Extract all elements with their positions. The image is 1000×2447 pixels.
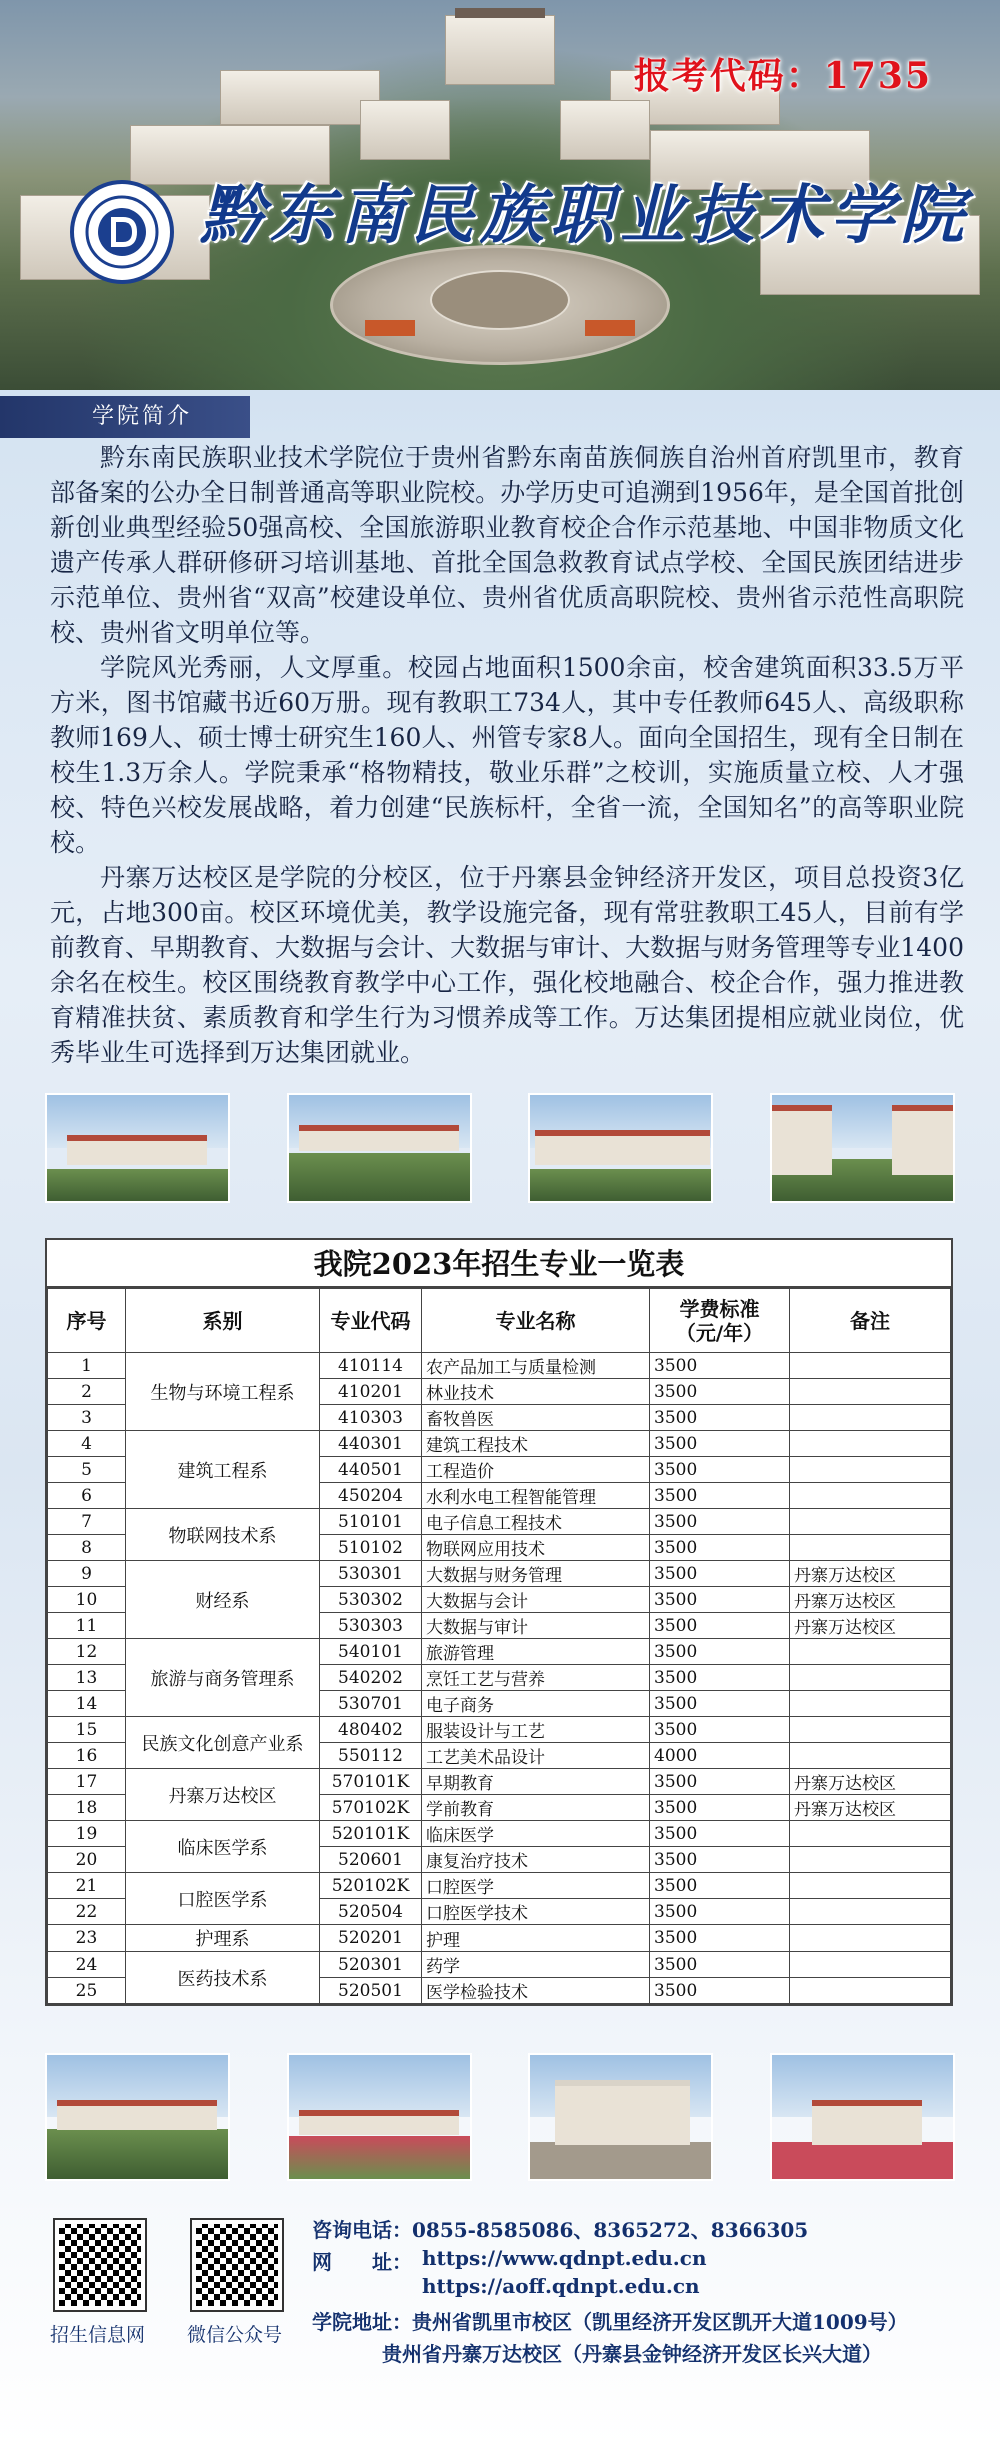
contact-section [0, 2200, 1000, 2447]
department-cell: 医药技术系 [126, 1952, 320, 2004]
tuition-fee: 3500 [650, 1691, 790, 1717]
tuition-fee: 3500 [650, 1978, 790, 2004]
major-name: 大数据与审计 [422, 1613, 650, 1639]
gate [365, 320, 415, 336]
qr-label: 微信公众号 [187, 2324, 283, 2346]
school-emblem-icon [83, 193, 161, 271]
row-number: 7 [48, 1509, 126, 1535]
table-row [48, 1769, 951, 1795]
row-number: 13 [48, 1665, 126, 1691]
major-code: 550112 [320, 1743, 422, 1769]
tuition-fee: 3500 [650, 1613, 790, 1639]
tuition-fee: 3500 [650, 1483, 790, 1509]
major-name: 服装设计与工艺 [422, 1717, 650, 1743]
major-name: 工程造价 [422, 1457, 650, 1483]
major-code: 410303 [320, 1405, 422, 1431]
row-number: 2 [48, 1379, 126, 1405]
plaza-center [430, 270, 570, 330]
table-row [48, 1431, 951, 1457]
major-code: 570102K [320, 1795, 422, 1821]
department-cell: 口腔医学系 [126, 1873, 320, 1925]
table-row [48, 1925, 951, 1952]
row-number: 5 [48, 1457, 126, 1483]
department-cell: 丹寨万达校区 [126, 1769, 320, 1821]
website-link[interactable]: https://www.qdnpt.edu.cn [422, 2246, 707, 2270]
building [360, 100, 450, 160]
tuition-fee: 3500 [650, 1665, 790, 1691]
major-name: 电子商务 [422, 1691, 650, 1717]
building [560, 100, 650, 160]
table-body [48, 1353, 951, 2004]
row-number: 23 [48, 1925, 126, 1952]
remark [790, 1457, 951, 1483]
row-number: 17 [48, 1769, 126, 1795]
row-number: 4 [48, 1431, 126, 1457]
major-code: 450204 [320, 1483, 422, 1509]
tuition-fee: 3500 [650, 1847, 790, 1873]
building [220, 70, 380, 125]
majors-table [45, 1238, 953, 2006]
remark [790, 1483, 951, 1509]
remark [790, 1847, 951, 1873]
remark: 丹寨万达校区 [790, 1613, 951, 1639]
major-name: 早期教育 [422, 1769, 650, 1795]
major-code: 570101K [320, 1769, 422, 1795]
major-name: 大数据与会计 [422, 1587, 650, 1613]
tuition-fee: 3500 [650, 1587, 790, 1613]
col-header: 系别 [126, 1289, 320, 1353]
intro-paragraph: 黔东南民族职业技术学院位于贵州省黔东南苗族侗族自治州首府凯里市，教育部备案的公办全日制普通高等职业院校。办学历史可追溯到1956年，是全国首批创新创业典型经验50强高校、全国旅游职业教育校企合作示范基地、中国非物质文化遗产传承人群研修研习培训基地、首批全国急救教育试点学校、全国民族团结进步示范单位、贵州省“双高”校建设单位、贵州省优质高职院校、贵州省示范性高职院校、贵州省文明单位等。 [50, 443, 964, 647]
major-code: 520102K [320, 1873, 422, 1899]
row-number: 22 [48, 1899, 126, 1925]
remark [790, 1639, 951, 1665]
major-name: 水利水电工程智能管理 [422, 1483, 650, 1509]
table-row [48, 1821, 951, 1847]
major-name: 口腔医学技术 [422, 1899, 650, 1925]
table-row [48, 1952, 951, 1978]
department-cell: 物联网技术系 [126, 1509, 320, 1561]
address-main: 学院地址：贵州省凯里市校区（凯里经济开发区凯开大道1009号） [312, 2310, 908, 2334]
row-number: 19 [48, 1821, 126, 1847]
tuition-fee: 3500 [650, 1899, 790, 1925]
department-cell: 建筑工程系 [126, 1431, 320, 1509]
major-code: 520301 [320, 1952, 422, 1978]
row-number: 1 [48, 1353, 126, 1379]
application-code: 报考代码：1735 [633, 55, 932, 97]
department-cell: 护理系 [126, 1925, 320, 1952]
remark [790, 1978, 951, 2004]
tuition-fee: 3500 [650, 1353, 790, 1379]
major-code: 410114 [320, 1353, 422, 1379]
row-number: 18 [48, 1795, 126, 1821]
major-code: 440301 [320, 1431, 422, 1457]
school-name: 黔东南民族职业技术学院 [200, 178, 970, 253]
row-number: 11 [48, 1613, 126, 1639]
remark [790, 1925, 951, 1952]
tuition-fee: 3500 [650, 1509, 790, 1535]
major-name: 烹饪工艺与营养 [422, 1665, 650, 1691]
table-header-row [48, 1289, 951, 1353]
remark [790, 1379, 951, 1405]
remark [790, 1431, 951, 1457]
col-header: 序号 [48, 1289, 126, 1353]
col-header: 学费标准 （元/年） [650, 1289, 790, 1353]
table-row [48, 1639, 951, 1665]
campus-photo [287, 1093, 472, 1203]
gate [585, 320, 635, 336]
qr-code-admissions[interactable] [55, 2220, 145, 2310]
major-name: 物联网应用技术 [422, 1535, 650, 1561]
major-name: 药学 [422, 1952, 650, 1978]
remark: 丹寨万达校区 [790, 1795, 951, 1821]
campus-banner [0, 0, 1000, 390]
tuition-fee: 3500 [650, 1952, 790, 1978]
table-row [48, 1561, 951, 1587]
row-number: 9 [48, 1561, 126, 1587]
major-name: 电子信息工程技术 [422, 1509, 650, 1535]
remark: 丹寨万达校区 [790, 1561, 951, 1587]
contact-phone: 咨询电话：0855-8585086、8365272、8366305 [312, 2218, 809, 2242]
campus-photo [45, 1093, 230, 1203]
major-code: 410201 [320, 1379, 422, 1405]
department-cell: 临床医学系 [126, 1821, 320, 1873]
campus-photo [770, 1093, 955, 1203]
department-cell: 民族文化创意产业系 [126, 1717, 320, 1769]
tuition-fee: 3500 [650, 1535, 790, 1561]
photo-row [45, 2053, 955, 2181]
major-code: 530303 [320, 1613, 422, 1639]
tuition-fee: 3500 [650, 1821, 790, 1847]
remark [790, 1691, 951, 1717]
major-code: 530701 [320, 1691, 422, 1717]
row-number: 12 [48, 1639, 126, 1665]
col-header: 专业名称 [422, 1289, 650, 1353]
major-code: 530301 [320, 1561, 422, 1587]
department-cell: 财经系 [126, 1561, 320, 1639]
major-name: 学前教育 [422, 1795, 650, 1821]
table-row [48, 1873, 951, 1899]
table-row [48, 1717, 951, 1743]
remark [790, 1535, 951, 1561]
major-name: 护理 [422, 1925, 650, 1952]
major-code: 440501 [320, 1457, 422, 1483]
table-title: 我院2023年招生专业一览表 [47, 1240, 951, 1288]
tuition-fee: 3500 [650, 1873, 790, 1899]
intro-text [50, 440, 964, 1070]
major-code: 520504 [320, 1899, 422, 1925]
tuition-fee: 3500 [650, 1405, 790, 1431]
section-tab-intro: 学院简介 [0, 396, 250, 438]
tuition-fee: 3500 [650, 1639, 790, 1665]
remark [790, 1743, 951, 1769]
major-name: 医学检验技术 [422, 1978, 650, 2004]
major-code: 510101 [320, 1509, 422, 1535]
campus-photo [528, 2053, 713, 2181]
row-number: 14 [48, 1691, 126, 1717]
department-cell: 生物与环境工程系 [126, 1353, 320, 1431]
major-name: 康复治疗技术 [422, 1847, 650, 1873]
col-header: 备注 [790, 1289, 951, 1353]
row-number: 25 [48, 1978, 126, 2004]
photo-row [45, 1093, 955, 1203]
major-code: 520101K [320, 1821, 422, 1847]
website-link[interactable]: https://aoff.qdnpt.edu.cn [422, 2274, 700, 2298]
major-name: 口腔医学 [422, 1873, 650, 1899]
major-code: 480402 [320, 1717, 422, 1743]
tuition-fee: 3500 [650, 1561, 790, 1587]
row-number: 21 [48, 1873, 126, 1899]
tuition-fee: 3500 [650, 1431, 790, 1457]
remark: 丹寨万达校区 [790, 1587, 951, 1613]
row-number: 15 [48, 1717, 126, 1743]
tuition-fee: 3500 [650, 1925, 790, 1952]
tuition-fee: 4000 [650, 1743, 790, 1769]
intro-paragraph: 丹寨万达校区是学院的分校区，位于丹寨县金钟经济开发区，项目总投资3亿元，占地300亩。校区环境优美，教学设施完备，现有常驻教职工45人，目前有学前教育、早期教育、大数据与会计、大数据与审计、大数据与财务管理等专业1400余名在校生。校区围绕教育教学中心工作，强化校地融合、校企合作，强力推进教育精准扶贫、素质教育和学生行为习惯养成等工作。万达集团提相应就业岗位，优秀毕业生可选择到万达集团就业。 [50, 863, 964, 1067]
row-number: 3 [48, 1405, 126, 1431]
row-number: 6 [48, 1483, 126, 1509]
school-logo [70, 180, 174, 284]
address-branch: 贵州省丹寨万达校区（丹寨县金钟经济开发区长兴大道） [382, 2342, 882, 2366]
main-building-roof [455, 8, 545, 18]
major-code: 510102 [320, 1535, 422, 1561]
major-code: 520201 [320, 1925, 422, 1952]
remark: 丹寨万达校区 [790, 1769, 951, 1795]
major-code: 540101 [320, 1639, 422, 1665]
major-name: 农产品加工与质量检测 [422, 1353, 650, 1379]
main-building [445, 15, 555, 85]
campus-photo [528, 1093, 713, 1203]
department-cell: 旅游与商务管理系 [126, 1639, 320, 1717]
remark [790, 1665, 951, 1691]
remark [790, 1873, 951, 1899]
remark [790, 1821, 951, 1847]
major-name: 畜牧兽医 [422, 1405, 650, 1431]
major-name: 工艺美术品设计 [422, 1743, 650, 1769]
table-row [48, 1353, 951, 1379]
major-code: 530302 [320, 1587, 422, 1613]
major-code: 520601 [320, 1847, 422, 1873]
remark [790, 1405, 951, 1431]
tuition-fee: 3500 [650, 1769, 790, 1795]
major-name: 建筑工程技术 [422, 1431, 650, 1457]
table-row [48, 1509, 951, 1535]
tuition-fee: 3500 [650, 1795, 790, 1821]
website-label: 网 址： [312, 2250, 412, 2274]
row-number: 10 [48, 1587, 126, 1613]
majors-grid [47, 1288, 951, 2004]
qr-label: 招生信息网 [50, 2324, 146, 2346]
remark [790, 1717, 951, 1743]
campus-photo [287, 2053, 472, 2181]
major-code: 520501 [320, 1978, 422, 2004]
tuition-fee: 3500 [650, 1717, 790, 1743]
major-name: 临床医学 [422, 1821, 650, 1847]
major-name: 大数据与财务管理 [422, 1561, 650, 1587]
col-header: 专业代码 [320, 1289, 422, 1353]
intro-paragraph: 学院风光秀丽，人文厚重。校园占地面积1500余亩，校舍建筑面积33.5万平方米，图书馆藏书近60万册。现有教职工734人，其中专任教师645人、高级职称教师169人、硕士博士研究生160人、州管专家8人。面向全国招生，现有全日制在校生1.3万余人。学院秉承“格物精技，敬业乐群”之校训，实施质量立校、人才强校、特色兴校发展战略，着力创建“民族标杆，全省一流，全国知名”的高等职业院校。 [50, 653, 964, 857]
major-code: 540202 [320, 1665, 422, 1691]
remark [790, 1353, 951, 1379]
row-number: 20 [48, 1847, 126, 1873]
remark [790, 1952, 951, 1978]
campus-photo [45, 2053, 230, 2181]
row-number: 24 [48, 1952, 126, 1978]
major-name: 林业技术 [422, 1379, 650, 1405]
tuition-fee: 3500 [650, 1379, 790, 1405]
campus-photo [770, 2053, 955, 2181]
major-name: 旅游管理 [422, 1639, 650, 1665]
remark [790, 1899, 951, 1925]
tuition-fee: 3500 [650, 1457, 790, 1483]
row-number: 8 [48, 1535, 126, 1561]
remark [790, 1509, 951, 1535]
qr-code-wechat[interactable] [192, 2220, 282, 2310]
row-number: 16 [48, 1743, 126, 1769]
